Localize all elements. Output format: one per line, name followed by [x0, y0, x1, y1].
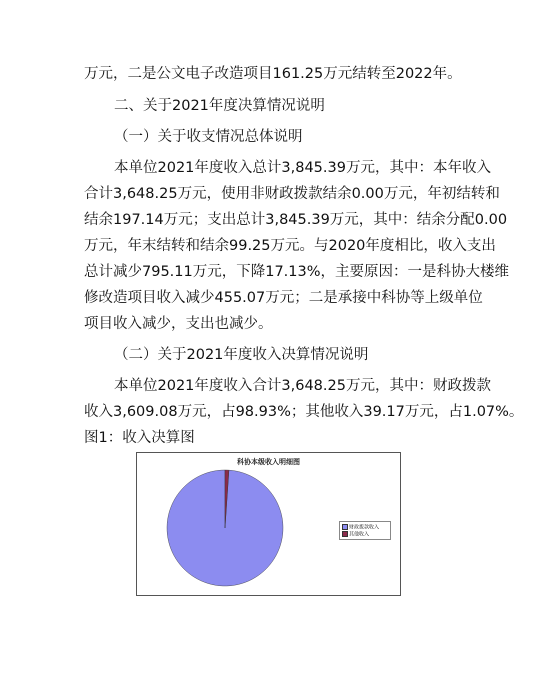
paragraph-line: 本单位2021年度收入总计3,845.39万元，其中：本年收入: [114, 160, 491, 176]
figure-caption: 图1：收入决算图: [84, 430, 195, 446]
subsection-heading: （二）关于2021年度收入决算情况说明: [114, 347, 369, 363]
paragraph-line: 合计3,648.25万元，使用非财政拨款结余0.00万元，年初结转和: [84, 186, 500, 202]
paragraph-line: 修改造项目收入减少455.07万元；二是承接中科协等上级单位: [84, 290, 483, 306]
legend-swatch: [342, 524, 348, 530]
paragraph-line: 万元，年末结转和结余99.25万元。与2020年度相比，收入支出: [84, 238, 496, 254]
legend-item: [342, 524, 379, 531]
chart-legend: [339, 521, 391, 540]
legend-label: 财政拨款收入: [349, 524, 380, 531]
subsection-heading: （一）关于收支情况总体说明: [114, 129, 303, 145]
paragraph-line: 结余197.14万元；支出总计3,845.39万元，其中：结余分配0.00: [84, 212, 508, 228]
paragraph-line: 万元，二是公文电子改造项目161.25万元结转至2022年。: [84, 66, 462, 82]
pie-chart-frame: [136, 452, 401, 596]
chart-title: 科协本级收入明细图: [237, 458, 300, 466]
section-heading: 二、关于2021年度决算情况说明: [114, 98, 325, 114]
paragraph-line: 本单位2021年度收入合计3,648.25万元，其中：财政拨款: [114, 378, 491, 394]
paragraph-line: 总计减少795.11万元，下降17.13%，主要原因：一是科协大楼维: [84, 264, 510, 280]
legend-label: 其他收入: [349, 531, 370, 538]
legend-swatch: [342, 531, 348, 537]
paragraph-line: 项目收入减少，支出也减少。: [84, 316, 273, 332]
legend-item: [342, 531, 369, 538]
paragraph-line: 收入3,609.08万元，占98.93%；其他收入39.17万元，占1.07%。: [84, 404, 524, 420]
